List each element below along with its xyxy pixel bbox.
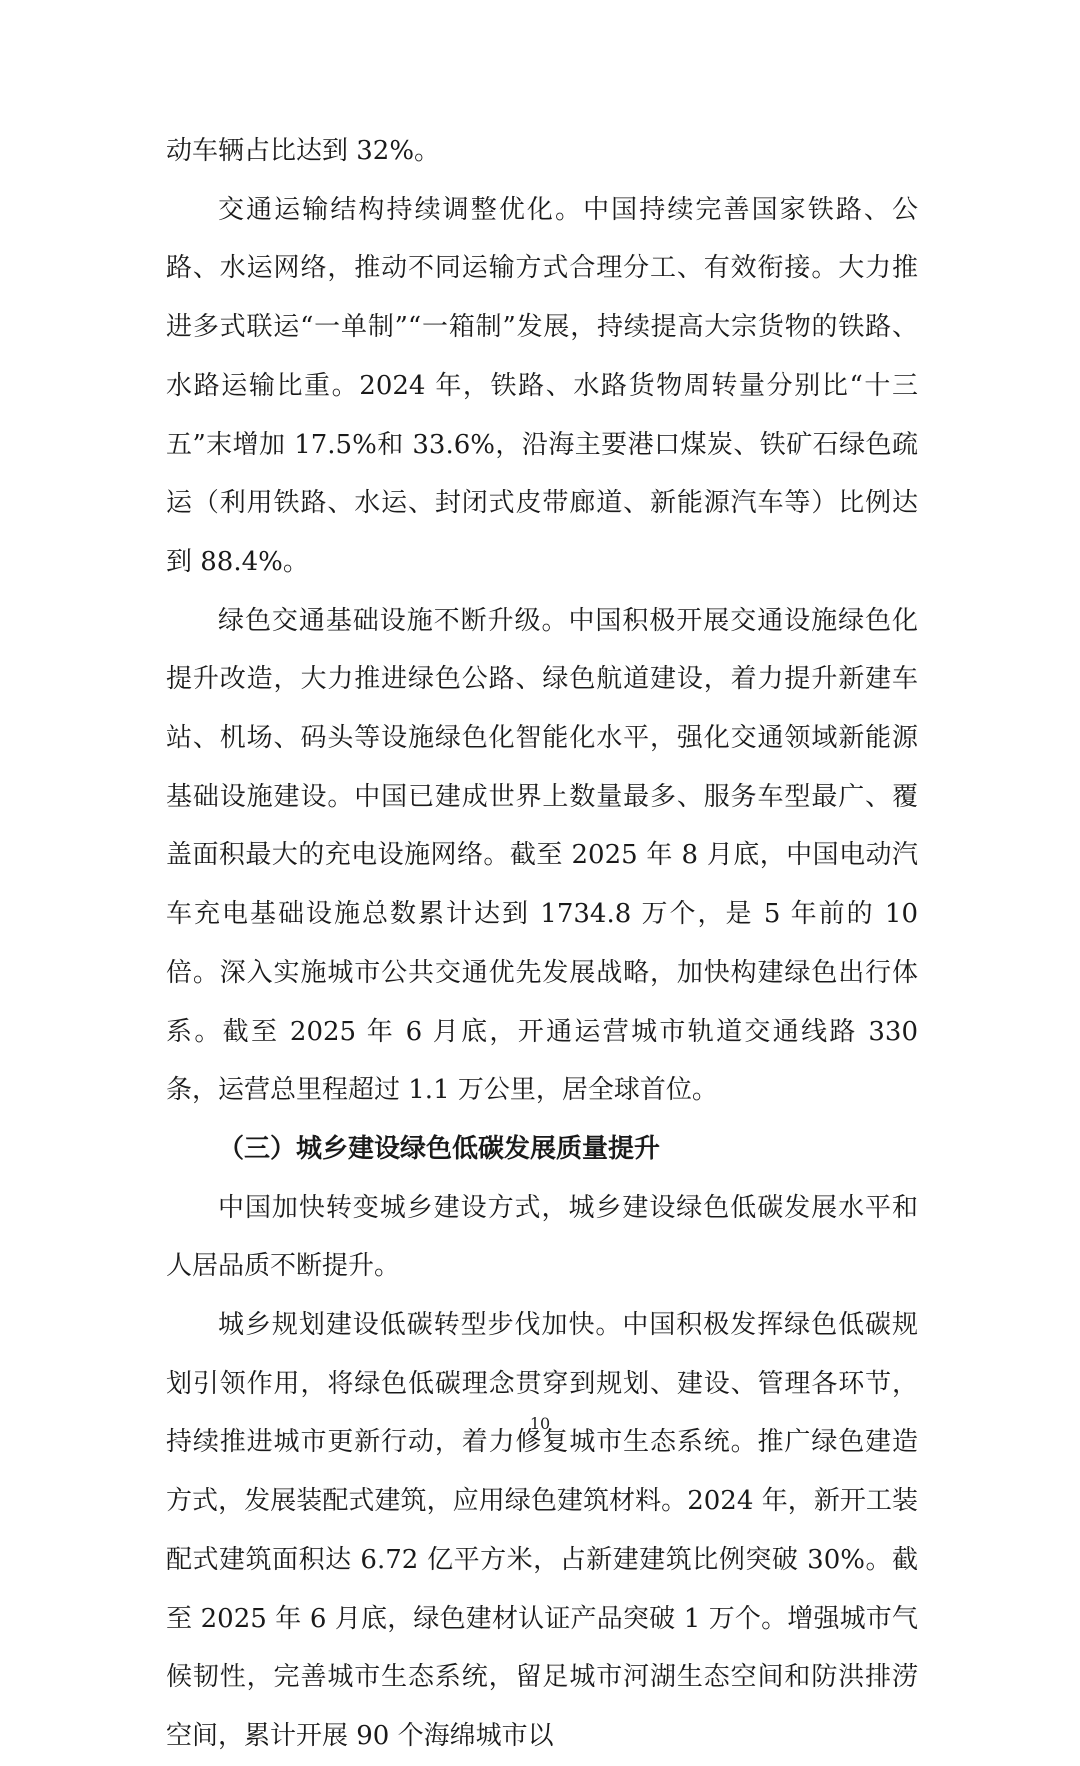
body-text [166,122,918,1766]
paragraph-urban-planning: 城乡规划建设低碳转型步伐加快。中国积极发挥绿色低碳规划引领作用，将绿色低碳理念贯穿到规划、建设、管理各环节，持续推进城市更新行动，着力修复城市生态系统。推广绿色建造方式，发展装配式建筑，应用绿色建筑材料。2024 年，新开工装配式建筑面积达 6.72 亿平方米，占新建建筑比例突破 30%。截至 2025 年 6 月底，绿色建材认证产品突破 1 万个。增强城市气候韧性，完善城市生态系统，留足城市河湖生态空间和防洪排涝空间，累计开展 90 个海绵城市以 [166,1310,918,1751]
paragraph-transport-structure: 交通运输结构持续调整优化。中国持续完善国家铁路、公路、水运网络，推动不同运输方式合理分工、有效衔接。大力推进多式联运“一单制”“一箱制”发展，持续提高大宗货物的铁路、水路运输比重。2024 年，铁路、水路货物周转量分别比“十三五”末增加 17.5%和 33.6%，沿海主要港口煤炭、铁矿石绿色疏运（利用铁路、水运、封闭式皮带廊道、新能源汽车等）比例达到 88.4%。 [166,194,918,577]
paragraph-urban-rural-intro: 中国加快转变城乡建设方式，城乡建设绿色低碳发展水平和人居品质不断提升。 [166,1192,918,1282]
paragraph-continuation: 动车辆占比达到 32%。 [166,136,441,166]
paragraph-green-infrastructure: 绿色交通基础设施不断升级。中国积极开展交通设施绿色化提升改造，大力推进绿色公路、绿色航道建设，着力提升新建车站、机场、码头等设施绿色化智能化水平，强化交通领域新能源基础设施建设。中国已建成世界上数量最多、服务车型最广、覆盖面积最大的充电设施网络。截至 2025 年 8 月底，中国电动汽车充电基础设施总数累计达到 1734.8 万个，是 5 年前的 10 倍。深入实施城市公共交通优先发展战略，加快构建绿色出行体系。截至 2025 年 6 月底，开通运营城市轨道交通线路 330 条，运营总里程超过 1.1 万公里，居全球首位。 [166,605,918,1106]
section-heading: （三）城乡建设绿色低碳发展质量提升 [218,1133,661,1164]
page-number: 10 [529,1414,551,1433]
